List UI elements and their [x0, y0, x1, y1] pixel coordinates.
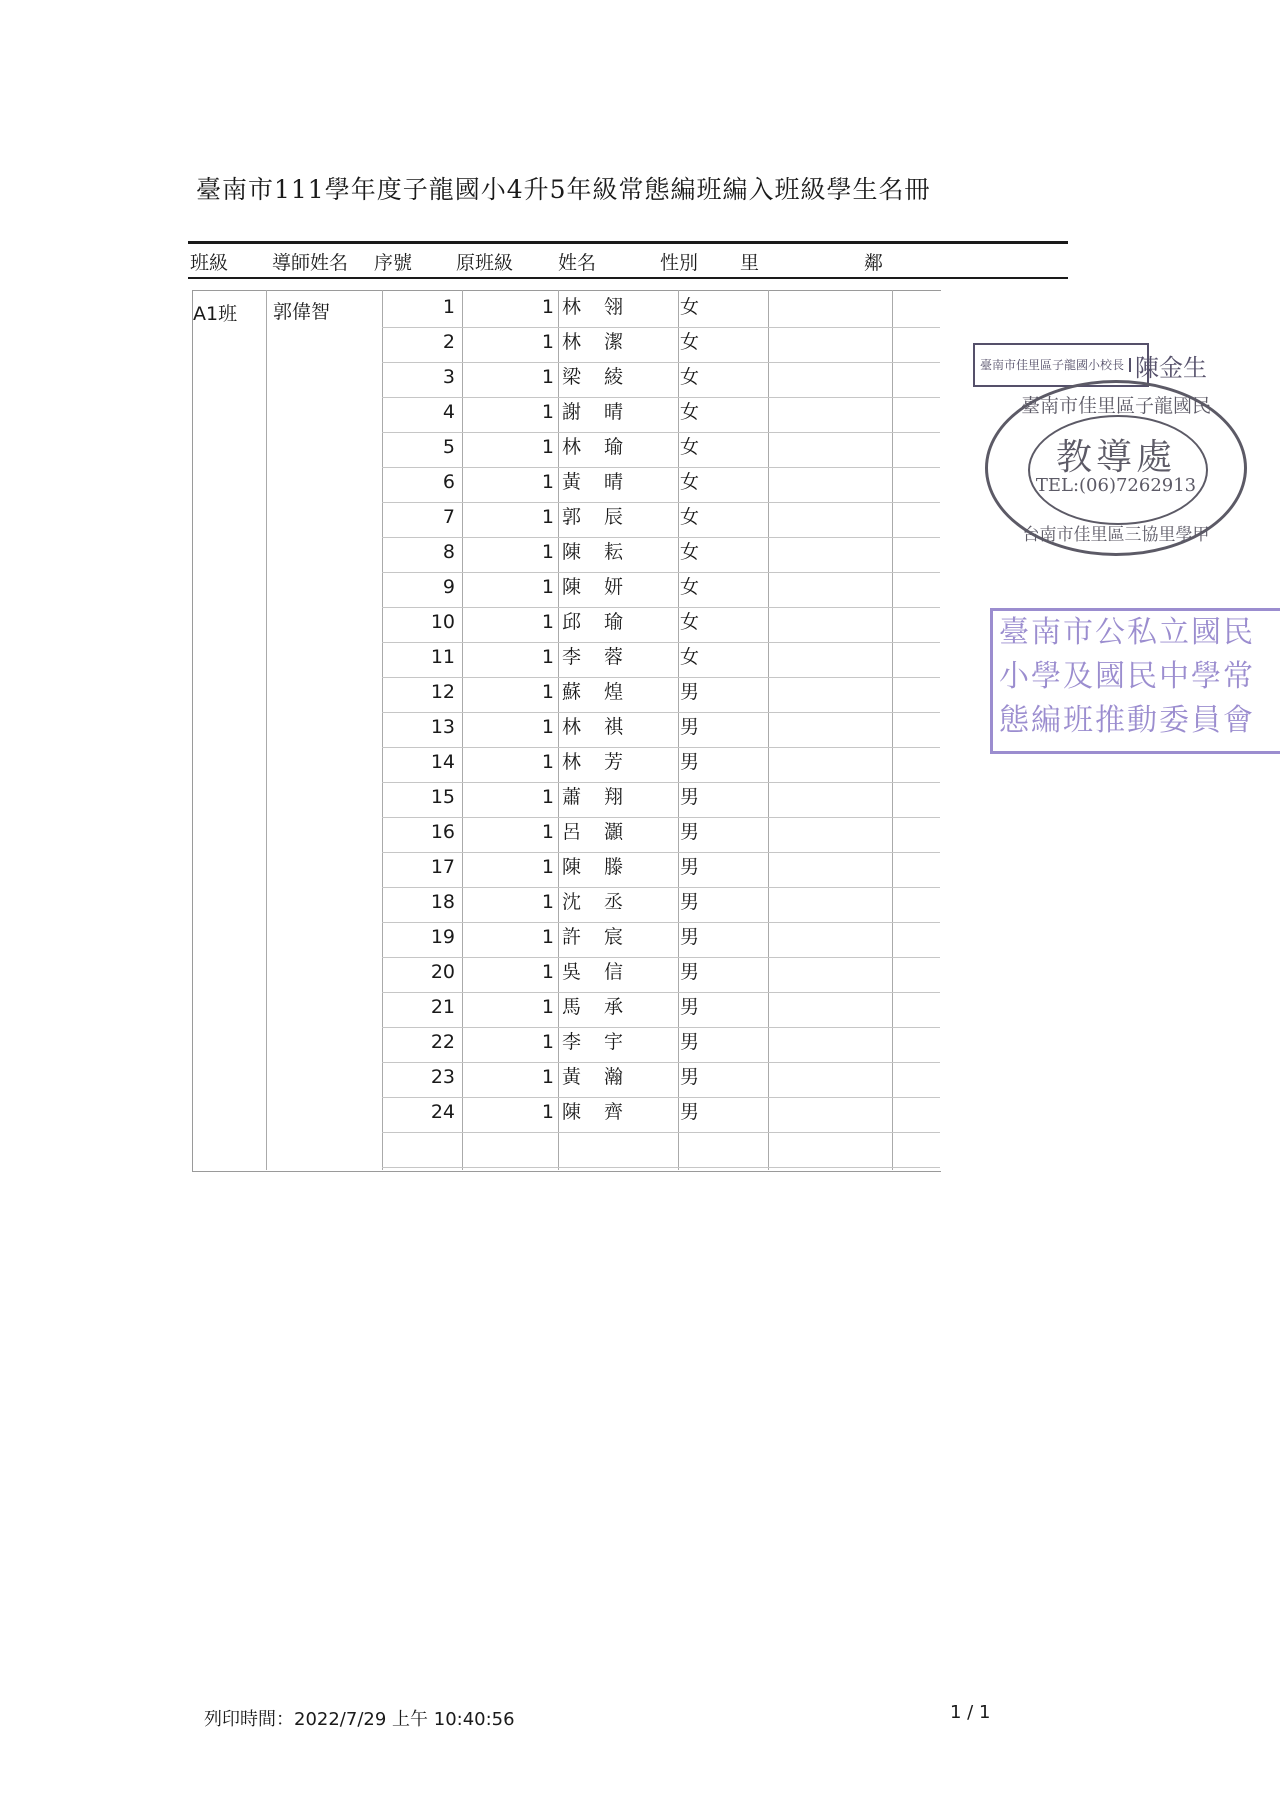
student-gender: 男 — [680, 681, 700, 703]
student-gender: 女 — [680, 296, 700, 318]
student-gender: 女 — [680, 331, 700, 353]
student-orig-class: 1 — [541, 471, 554, 493]
student-orig-class: 1 — [541, 681, 554, 703]
student-seq: 14 — [430, 751, 455, 773]
student-given-name: 承 — [604, 996, 624, 1018]
row-divider — [382, 1062, 940, 1063]
student-gender: 男 — [680, 1066, 700, 1088]
office-seal-ring-top: 臺南市佳里區子龍國民 — [1020, 395, 1211, 417]
student-seq: 18 — [430, 891, 455, 913]
column-divider — [768, 290, 769, 1170]
committee-seal-line: 態編班推動委員會 — [999, 703, 1255, 738]
header-gender: 性別 — [660, 252, 699, 274]
student-gender: 男 — [680, 856, 700, 878]
row-divider — [382, 747, 940, 748]
student-seq: 12 — [430, 681, 455, 703]
column-divider — [382, 290, 383, 1170]
student-given-name: 宸 — [604, 926, 624, 948]
committee-seal — [990, 608, 1280, 754]
student-surname: 邱 — [562, 611, 582, 633]
row-divider — [382, 887, 940, 888]
student-given-name: 芳 — [604, 751, 624, 773]
student-given-name: 潔 — [604, 331, 624, 353]
committee-seal-line: 小學及國民中學常 — [999, 659, 1255, 694]
student-seq: 3 — [442, 366, 455, 388]
student-seq: 5 — [442, 436, 455, 458]
student-surname: 謝 — [562, 401, 582, 423]
print-time: 列印時間：2022/7/29 上午 10:40:56 — [204, 1709, 515, 1730]
office-seal-name: 教導處 — [1055, 437, 1176, 478]
student-gender: 女 — [680, 366, 700, 388]
page-number: 1 / 1 — [950, 1702, 991, 1723]
student-gender: 男 — [680, 1031, 700, 1053]
student-orig-class: 1 — [541, 891, 554, 913]
student-surname: 林 — [562, 331, 582, 353]
student-given-name: 蓉 — [604, 646, 624, 668]
student-given-name: 綾 — [604, 366, 624, 388]
principal-seal-caption: 臺南市佳里區子龍國小校長 — [975, 358, 1131, 372]
student-seq: 24 — [430, 1101, 455, 1123]
row-divider — [382, 677, 940, 678]
student-orig-class: 1 — [541, 401, 554, 423]
student-surname: 馬 — [562, 996, 582, 1018]
student-gender: 女 — [680, 611, 700, 633]
row-divider — [382, 397, 940, 398]
student-orig-class: 1 — [541, 331, 554, 353]
student-surname: 呂 — [562, 821, 582, 843]
student-gender: 男 — [680, 751, 700, 773]
student-given-name: 丞 — [604, 891, 624, 913]
student-given-name: 宇 — [604, 1031, 624, 1053]
student-seq: 4 — [442, 401, 455, 423]
column-divider — [558, 290, 559, 1170]
student-surname: 林 — [562, 296, 582, 318]
student-orig-class: 1 — [541, 296, 554, 318]
student-surname: 郭 — [562, 506, 582, 528]
student-gender: 女 — [680, 541, 700, 563]
student-seq: 10 — [430, 611, 455, 633]
student-seq: 20 — [430, 961, 455, 983]
student-seq: 13 — [430, 716, 455, 738]
student-orig-class: 1 — [541, 716, 554, 738]
header-orig-class: 原班級 — [456, 252, 514, 274]
header-rule-bottom — [188, 277, 1068, 279]
student-surname: 陳 — [562, 856, 582, 878]
header-village: 里 — [740, 252, 760, 274]
student-orig-class: 1 — [541, 541, 554, 563]
student-gender: 男 — [680, 926, 700, 948]
row-divider — [382, 957, 940, 958]
student-surname: 陳 — [562, 1101, 582, 1123]
student-seq: 17 — [430, 856, 455, 878]
student-given-name: 祺 — [604, 716, 624, 738]
student-seq: 8 — [442, 541, 455, 563]
student-surname: 梁 — [562, 366, 582, 388]
student-orig-class: 1 — [541, 821, 554, 843]
student-gender: 男 — [680, 821, 700, 843]
row-divider — [382, 572, 940, 573]
student-orig-class: 1 — [541, 996, 554, 1018]
row-divider — [382, 922, 940, 923]
student-given-name: 信 — [604, 961, 624, 983]
student-gender: 男 — [680, 786, 700, 808]
page-title: 臺南市111學年度子龍國小4升5年級常態編班編入班級學生名冊 — [196, 175, 931, 204]
row-divider — [382, 467, 940, 468]
student-surname: 李 — [562, 1031, 582, 1053]
student-gender: 女 — [680, 471, 700, 493]
student-surname: 林 — [562, 716, 582, 738]
student-surname: 蕭 — [562, 786, 582, 808]
row-divider — [382, 712, 940, 713]
student-gender: 男 — [680, 891, 700, 913]
student-orig-class: 1 — [541, 1031, 554, 1053]
student-gender: 女 — [680, 576, 700, 598]
row-divider — [382, 782, 940, 783]
committee-seal-line: 臺南市公私立國民 — [999, 615, 1255, 650]
student-given-name: 翎 — [604, 296, 624, 318]
office-seal-ring-bottom: 台南市佳里區三協里學甲 — [1022, 525, 1210, 545]
student-seq: 22 — [430, 1031, 455, 1053]
header-teacher: 導師姓名 — [272, 252, 349, 274]
row-divider — [382, 432, 940, 433]
student-gender: 女 — [680, 401, 700, 423]
student-given-name: 瑜 — [604, 611, 624, 633]
student-surname: 林 — [562, 751, 582, 773]
row-divider — [382, 327, 940, 328]
column-divider — [678, 290, 679, 1170]
student-surname: 林 — [562, 436, 582, 458]
student-given-name: 耘 — [604, 541, 624, 563]
student-seq: 7 — [442, 506, 455, 528]
student-orig-class: 1 — [541, 856, 554, 878]
header-class: 班級 — [190, 252, 229, 274]
header-neighborhood: 鄰 — [864, 252, 884, 274]
student-orig-class: 1 — [541, 926, 554, 948]
row-divider — [382, 1132, 940, 1133]
student-given-name: 翔 — [604, 786, 624, 808]
header-rule-top — [188, 241, 1068, 244]
student-surname: 陳 — [562, 541, 582, 563]
student-gender: 女 — [680, 506, 700, 528]
header-name: 姓名 — [558, 252, 597, 274]
student-surname: 沈 — [562, 891, 582, 913]
student-seq: 1 — [442, 296, 455, 318]
row-divider — [382, 502, 940, 503]
column-divider — [462, 290, 463, 1170]
student-given-name: 晴 — [604, 471, 624, 493]
student-orig-class: 1 — [541, 576, 554, 598]
student-surname: 陳 — [562, 576, 582, 598]
student-given-name: 滕 — [604, 856, 624, 878]
student-seq: 2 — [442, 331, 455, 353]
student-seq: 11 — [430, 646, 455, 668]
column-divider — [266, 290, 267, 1170]
row-divider — [382, 362, 940, 363]
student-gender: 男 — [680, 1101, 700, 1123]
student-given-name: 灝 — [604, 821, 624, 843]
student-orig-class: 1 — [541, 611, 554, 633]
student-surname: 黃 — [562, 471, 582, 493]
student-orig-class: 1 — [541, 1101, 554, 1123]
class-name: A1班 — [193, 303, 238, 325]
student-surname: 許 — [562, 926, 582, 948]
teacher-name: 郭偉智 — [273, 301, 331, 323]
student-orig-class: 1 — [541, 786, 554, 808]
student-given-name: 瀚 — [604, 1066, 624, 1088]
student-orig-class: 1 — [541, 646, 554, 668]
office-seal — [985, 380, 1247, 556]
row-divider — [382, 852, 940, 853]
student-orig-class: 1 — [541, 1066, 554, 1088]
student-orig-class: 1 — [541, 436, 554, 458]
student-orig-class: 1 — [541, 366, 554, 388]
student-gender: 男 — [680, 716, 700, 738]
student-given-name: 妍 — [604, 576, 624, 598]
student-orig-class: 1 — [541, 751, 554, 773]
student-seq: 9 — [442, 576, 455, 598]
row-divider — [382, 642, 940, 643]
student-given-name: 齊 — [604, 1101, 624, 1123]
student-seq: 21 — [430, 996, 455, 1018]
student-gender: 女 — [680, 436, 700, 458]
student-seq: 15 — [430, 786, 455, 808]
student-surname: 李 — [562, 646, 582, 668]
student-seq: 16 — [430, 821, 455, 843]
row-divider — [382, 1027, 940, 1028]
office-seal-tel: TEL:(06)7262913 — [1035, 475, 1197, 496]
row-divider — [382, 992, 940, 993]
student-surname: 黃 — [562, 1066, 582, 1088]
column-divider — [892, 290, 893, 1170]
student-orig-class: 1 — [541, 506, 554, 528]
student-gender: 男 — [680, 996, 700, 1018]
student-gender: 男 — [680, 961, 700, 983]
row-divider — [382, 817, 940, 818]
student-seq: 19 — [430, 926, 455, 948]
student-given-name: 辰 — [604, 506, 624, 528]
student-seq: 6 — [442, 471, 455, 493]
student-surname: 蘇 — [562, 681, 582, 703]
student-gender: 女 — [680, 646, 700, 668]
student-surname: 吳 — [562, 961, 582, 983]
student-given-name: 瑜 — [604, 436, 624, 458]
row-divider — [382, 1097, 940, 1098]
student-orig-class: 1 — [541, 961, 554, 983]
student-given-name: 晴 — [604, 401, 624, 423]
header-seq: 序號 — [374, 252, 413, 274]
student-seq: 23 — [430, 1066, 455, 1088]
row-divider — [382, 537, 940, 538]
student-given-name: 煌 — [604, 681, 624, 703]
row-divider — [382, 607, 940, 608]
principal-seal-name: 陳金生 — [1135, 353, 1208, 382]
row-divider — [382, 1167, 940, 1168]
